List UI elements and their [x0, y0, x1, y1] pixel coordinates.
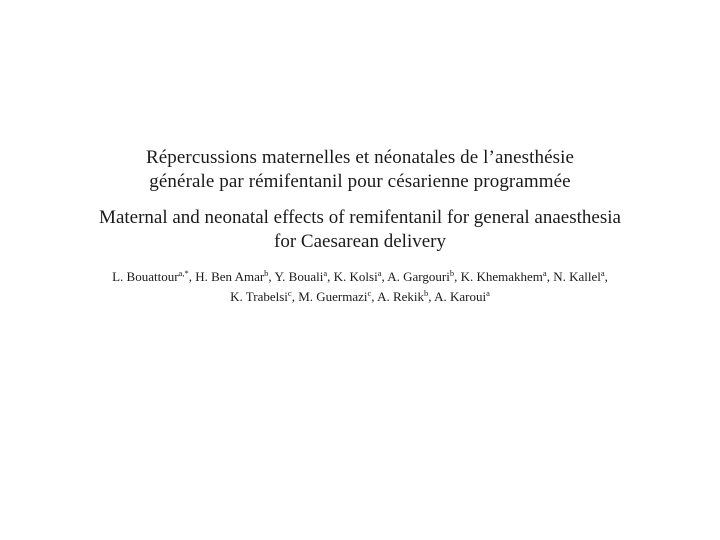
- french-title: [0, 146, 720, 194]
- affiliation-mark: a: [542, 268, 547, 278]
- author-separator: ,: [454, 269, 461, 284]
- author-separator: ,: [291, 289, 299, 304]
- affiliation-mark: b: [449, 268, 455, 278]
- english-title-line-1: Maternal and neonatal effects of remifentanil for general anaesthesia: [99, 207, 621, 228]
- author: [461, 269, 554, 284]
- french-title-line-1: Répercussions maternelles et néonatales de l’anesthésie: [145, 147, 575, 168]
- author-name: N. Kallel: [553, 269, 601, 284]
- author-name: Y. Bouali: [274, 269, 324, 284]
- affiliation-mark: b: [424, 288, 429, 298]
- author-name: A. Gargouri: [387, 269, 450, 284]
- affiliation-mark: c: [287, 288, 292, 298]
- author-name: H. Ben Amar: [195, 269, 265, 284]
- affiliation-mark: a,*: [178, 268, 189, 278]
- author-name: A. Rekik: [377, 289, 425, 304]
- affiliation-mark: b: [264, 268, 269, 278]
- author: [298, 289, 377, 304]
- author-name: M. Guermazi: [298, 289, 368, 304]
- author-separator: ,: [428, 289, 435, 304]
- author-list: [0, 267, 720, 307]
- author: [377, 289, 434, 304]
- author-name: K. Khemakhem: [460, 269, 543, 284]
- affiliation-mark: a: [600, 268, 605, 278]
- author-separator: ,: [604, 269, 608, 284]
- author-separator: ,: [327, 269, 334, 284]
- author: [195, 269, 274, 284]
- french-title-line-2: générale par rémifentanil pour césarienne programmée: [149, 171, 571, 192]
- affiliation-mark: a: [323, 268, 328, 278]
- author-name: L. Bouattour: [112, 269, 179, 284]
- author: [230, 289, 298, 304]
- author-separator: ,: [188, 269, 196, 284]
- author-name: K. Kolsi: [333, 269, 378, 284]
- affiliation-mark: a: [486, 288, 490, 298]
- english-title: [0, 206, 720, 254]
- author-line-2: [0, 287, 720, 307]
- author: [553, 269, 608, 284]
- author: [274, 269, 333, 284]
- author-name: A. Karoui: [434, 289, 487, 304]
- author-separator: ,: [371, 289, 378, 304]
- affiliation-mark: c: [367, 288, 372, 298]
- author: [434, 289, 490, 304]
- author-separator: ,: [268, 269, 275, 284]
- author-name: K. Trabelsi: [230, 289, 288, 304]
- author: [112, 269, 195, 284]
- author: [334, 269, 388, 284]
- author-separator: ,: [381, 269, 388, 284]
- author-line-1: [0, 267, 720, 287]
- english-title-line-2: for Caesarean delivery: [274, 231, 446, 252]
- affiliation-mark: a: [377, 268, 382, 278]
- author-separator: ,: [546, 269, 554, 284]
- author: [387, 269, 460, 284]
